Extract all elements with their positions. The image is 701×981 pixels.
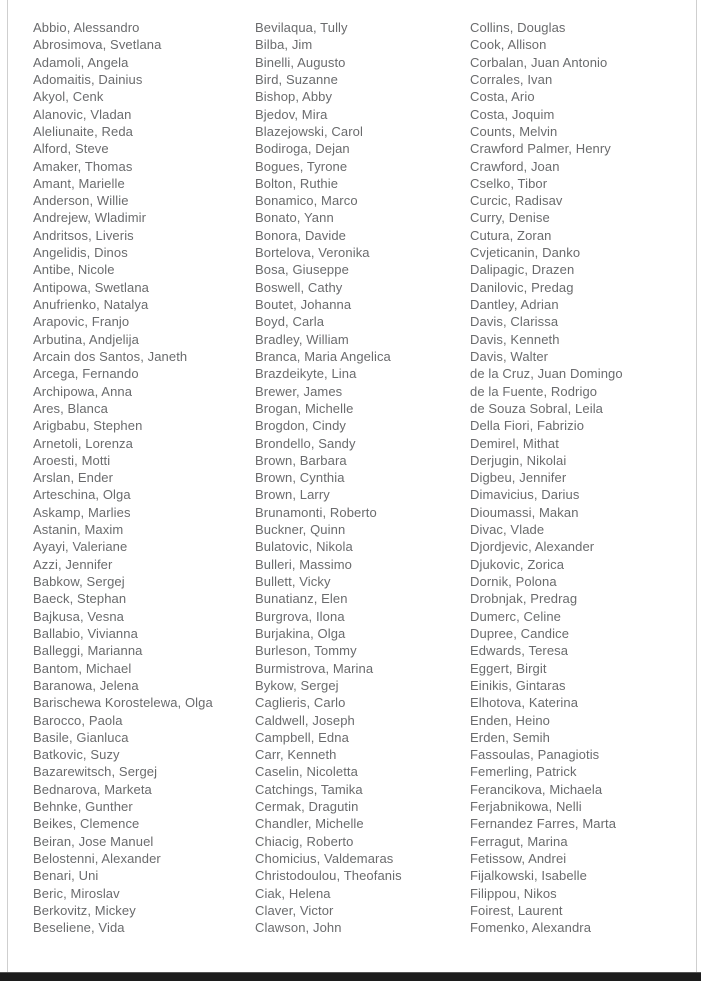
list-item: Baranowa, Jelena — [33, 677, 139, 693]
list-item: Brogan, Michelle — [255, 400, 354, 416]
list-item: Djukovic, Zorica — [470, 556, 565, 572]
list-item: Anufrienko, Natalya — [33, 297, 149, 312]
list-item: Bunatianz, Elen — [255, 591, 348, 607]
list-item: Ciak, Helena — [255, 885, 331, 901]
list-item: Burgrova, Ilona — [255, 608, 345, 624]
list-item: Boutet, Johanna — [255, 297, 352, 312]
list-item: Brown, Larry — [255, 487, 330, 503]
list-item: Brown, Barbara — [255, 452, 347, 468]
list-item: Fijalkowski, Isabelle — [470, 868, 587, 884]
list-item: Bishop, Abby — [255, 89, 333, 105]
list-item: Alanovic, Vladan — [33, 106, 132, 122]
list-item: Brewer, James — [255, 383, 343, 399]
list-item: Carr, Kenneth — [255, 747, 337, 763]
list-item: Dumerc, Celine — [470, 608, 561, 624]
list-item: Danilovic, Predag — [470, 279, 574, 295]
list-item: Claver, Victor — [255, 902, 334, 918]
list-item: Bonamico, Marco — [255, 193, 358, 209]
list-item: Bortelova, Veronika — [255, 245, 370, 261]
list-item: de la Fuente, Rodrigo — [470, 383, 598, 399]
list-item: Bulleri, Massimo — [255, 556, 352, 572]
list-item: Adomaitis, Dainius — [33, 71, 143, 87]
list-item: Bird, Suzanne — [255, 71, 338, 87]
list-item: Bullett, Vicky — [255, 574, 331, 589]
list-item: Cutura, Zoran — [470, 227, 552, 243]
list-item: Einikis, Gintaras — [470, 677, 566, 693]
list-item: Batkovic, Suzy — [33, 747, 120, 763]
list-item: Corbalan, Juan Antonio — [470, 54, 608, 70]
list-item: Fomenko, Alexandra — [470, 920, 592, 936]
list-item: Fernandez Farres, Marta — [470, 816, 617, 832]
list-item: Ares, Blanca — [33, 400, 108, 416]
list-item: Arcain dos Santos, Janeth — [33, 348, 188, 364]
list-item: Burmistrova, Marina — [255, 660, 374, 676]
list-item: Buckner, Quinn — [255, 522, 346, 538]
list-item: Antipowa, Swetlana — [33, 279, 149, 295]
list-item: Ferancikova, Michaela — [470, 781, 603, 797]
list-item: Binelli, Augusto — [255, 54, 346, 70]
list-item: Barocco, Paola — [33, 712, 123, 728]
list-item: Benari, Uni — [33, 868, 99, 884]
list-item: Archipowa, Anna — [33, 383, 133, 399]
list-item: Bjedov, Mira — [255, 106, 328, 122]
list-item: Curry, Denise — [470, 210, 550, 226]
list-item: Beiran, Jose Manuel — [33, 833, 154, 849]
list-item: Fassoulas, Panagiotis — [470, 747, 600, 763]
list-item: Amant, Marielle — [33, 175, 125, 191]
list-item: Demirel, Mithat — [470, 435, 559, 451]
list-item: Cselko, Tibor — [470, 175, 548, 191]
list-item: Balleggi, Marianna — [33, 643, 143, 659]
list-item: Amaker, Thomas — [33, 158, 133, 174]
list-item: Antibe, Nicole — [33, 262, 115, 278]
list-item: Boswell, Cathy — [255, 279, 343, 295]
list-item: Brondello, Sandy — [255, 435, 356, 451]
list-item: Bradley, William — [255, 331, 349, 347]
list-item: Askamp, Marlies — [33, 504, 131, 520]
list-item: Anderson, Willie — [33, 193, 129, 209]
list-item: Beseliene, Vida — [33, 920, 125, 936]
list-item: Branca, Maria Angelica — [255, 348, 391, 364]
list-item: Cvjeticanin, Danko — [470, 245, 581, 261]
list-item: Catchings, Tamika — [255, 781, 363, 797]
list-item: Andritsos, Liveris — [33, 227, 134, 243]
list-item: Belostenni, Alexander — [33, 851, 161, 866]
list-item: Azzi, Jennifer — [33, 556, 113, 572]
list-item: Bodiroga, Dejan — [255, 141, 350, 157]
list-item: Christodoulou, Theofanis — [255, 868, 402, 884]
list-item: Brogdon, Cindy — [255, 418, 347, 434]
list-item: Bednarova, Marketa — [33, 781, 152, 797]
list-item: Ballabio, Vivianna — [33, 625, 138, 641]
list-item: Abbio, Alessandro — [33, 20, 140, 35]
list-item: Brown, Cynthia — [255, 470, 345, 486]
list-item: Burjakina, Olga — [255, 625, 346, 641]
page-right-border — [696, 0, 697, 973]
list-item: Arslan, Ender — [33, 470, 114, 486]
list-item: Brunamonti, Roberto — [255, 504, 377, 520]
list-item: Ayayi, Valeriane — [33, 539, 128, 555]
list-item: Aroesti, Motti — [33, 452, 111, 468]
list-item: Bazarewitsch, Sergej — [33, 764, 158, 780]
list-item: Adamoli, Angela — [33, 54, 129, 70]
list-item: Edwards, Teresa — [470, 643, 569, 659]
list-item: Bykow, Sergej — [255, 677, 339, 693]
list-item: Femerling, Patrick — [470, 764, 577, 780]
list-item: Curcic, Radisav — [470, 193, 563, 209]
list-item: Dantley, Adrian — [470, 297, 559, 312]
list-item: de Souza Sobral, Leila — [470, 400, 604, 416]
list-item: Caglieris, Carlo — [255, 695, 346, 711]
list-item: Caldwell, Joseph — [255, 712, 355, 728]
list-item: Chandler, Michelle — [255, 816, 364, 832]
name-column-1 — [33, 19, 248, 937]
list-item: Bajkusa, Vesna — [33, 608, 125, 624]
name-column-3 — [470, 19, 695, 937]
list-item: Counts, Melvin — [470, 123, 558, 139]
list-item: Derjugin, Nikolai — [470, 452, 567, 468]
list-item: Filippou, Nikos — [470, 885, 557, 901]
list-item: Chiacig, Roberto — [255, 833, 354, 849]
list-item: Boyd, Carla — [255, 314, 325, 330]
list-item: Della Fiori, Fabrizio — [470, 418, 585, 434]
list-item: Djordjevic, Alexander — [470, 539, 595, 555]
list-item: Astanin, Maxim — [33, 522, 124, 538]
list-item: Bogues, Tyrone — [255, 158, 348, 174]
list-item: Costa, Joquim — [470, 106, 555, 122]
list-item: Cook, Allison — [470, 37, 547, 53]
list-item: Bevilaqua, Tully — [255, 20, 348, 35]
list-item: Baeck, Stephan — [33, 591, 127, 607]
list-item: Ferjabnikowa, Nelli — [470, 799, 582, 815]
list-item: Barischewa Korostelewa, Olga — [33, 695, 213, 711]
list-item: Digbeu, Jennifer — [470, 470, 567, 486]
list-item: Blazejowski, Carol — [255, 123, 364, 139]
list-item: Aleliunaite, Reda — [33, 123, 133, 139]
list-item: Bilba, Jim — [255, 37, 313, 53]
list-item: Andrejew, Wladimir — [33, 210, 147, 226]
list-item: Abrosimova, Svetlana — [33, 37, 162, 53]
list-item: Akyol, Cenk — [33, 89, 104, 105]
list-item: Berkovitz, Mickey — [33, 902, 136, 918]
list-item: Behnke, Gunther — [33, 799, 133, 815]
list-item: Crawford Palmer, Henry — [470, 141, 611, 157]
list-item: Cermak, Dragutin — [255, 799, 359, 815]
list-item: Bonora, Davide — [255, 227, 347, 243]
list-item: Erden, Semih — [470, 729, 550, 745]
list-item: Davis, Kenneth — [470, 331, 560, 347]
list-item: Babkow, Sergej — [33, 574, 125, 589]
list-item: Arbutina, Andjelija — [33, 331, 139, 347]
list-item: Arapovic, Franjo — [33, 314, 130, 330]
list-item: Foirest, Laurent — [470, 902, 563, 918]
list-item: Collins, Douglas — [470, 20, 566, 35]
list-item: Costa, Ario — [470, 89, 535, 105]
list-item: Dalipagic, Drazen — [470, 262, 575, 278]
list-item: Crawford, Joan — [470, 158, 560, 174]
list-item: Arcega, Fernando — [33, 366, 139, 382]
list-item: Caselin, Nicoletta — [255, 764, 358, 780]
list-item: Clawson, John — [255, 920, 342, 936]
list-item: Campbell, Edna — [255, 729, 349, 745]
list-item: Dioumassi, Makan — [470, 504, 579, 520]
list-item: Drobnjak, Predrag — [470, 591, 578, 607]
list-item: Arnetoli, Lorenza — [33, 435, 133, 451]
list-item: Chomicius, Valdemaras — [255, 851, 394, 866]
list-item: Dimavicius, Darius — [470, 487, 580, 503]
list-item: Corrales, Ivan — [470, 71, 553, 87]
list-item: Bantom, Michael — [33, 660, 132, 676]
list-item: Bonato, Yann — [255, 210, 334, 226]
list-item: Bulatovic, Nikola — [255, 539, 353, 555]
list-item: de la Cruz, Juan Domingo — [470, 366, 623, 382]
bottom-black-bar — [0, 972, 701, 981]
list-item: Alford, Steve — [33, 141, 109, 157]
list-item: Divac, Vlade — [470, 522, 545, 538]
list-item: Bosa, Giuseppe — [255, 262, 349, 278]
list-item: Beric, Miroslav — [33, 885, 120, 901]
list-item: Bolton, Ruthie — [255, 175, 339, 191]
list-item: Dupree, Candice — [470, 625, 570, 641]
list-item: Enden, Heino — [470, 712, 550, 728]
list-item: Beikes, Clemence — [33, 816, 140, 832]
list-item: Eggert, Birgit — [470, 660, 547, 676]
list-item: Ferragut, Marina — [470, 833, 568, 849]
list-item: Angelidis, Dinos — [33, 245, 128, 261]
list-item: Brazdeikyte, Lina — [255, 366, 357, 382]
list-item: Davis, Clarissa — [470, 314, 559, 330]
list-item: Fetissow, Andrei — [470, 851, 567, 866]
list-item: Dornik, Polona — [470, 574, 557, 589]
list-item: Davis, Walter — [470, 348, 549, 364]
page-left-border — [7, 0, 8, 973]
list-item: Burleson, Tommy — [255, 643, 357, 659]
list-item: Arteschina, Olga — [33, 487, 131, 503]
list-item: Elhotova, Katerina — [470, 695, 579, 711]
name-column-2 — [255, 19, 465, 937]
list-item: Arigbabu, Stephen — [33, 418, 143, 434]
list-item: Basile, Gianluca — [33, 729, 129, 745]
